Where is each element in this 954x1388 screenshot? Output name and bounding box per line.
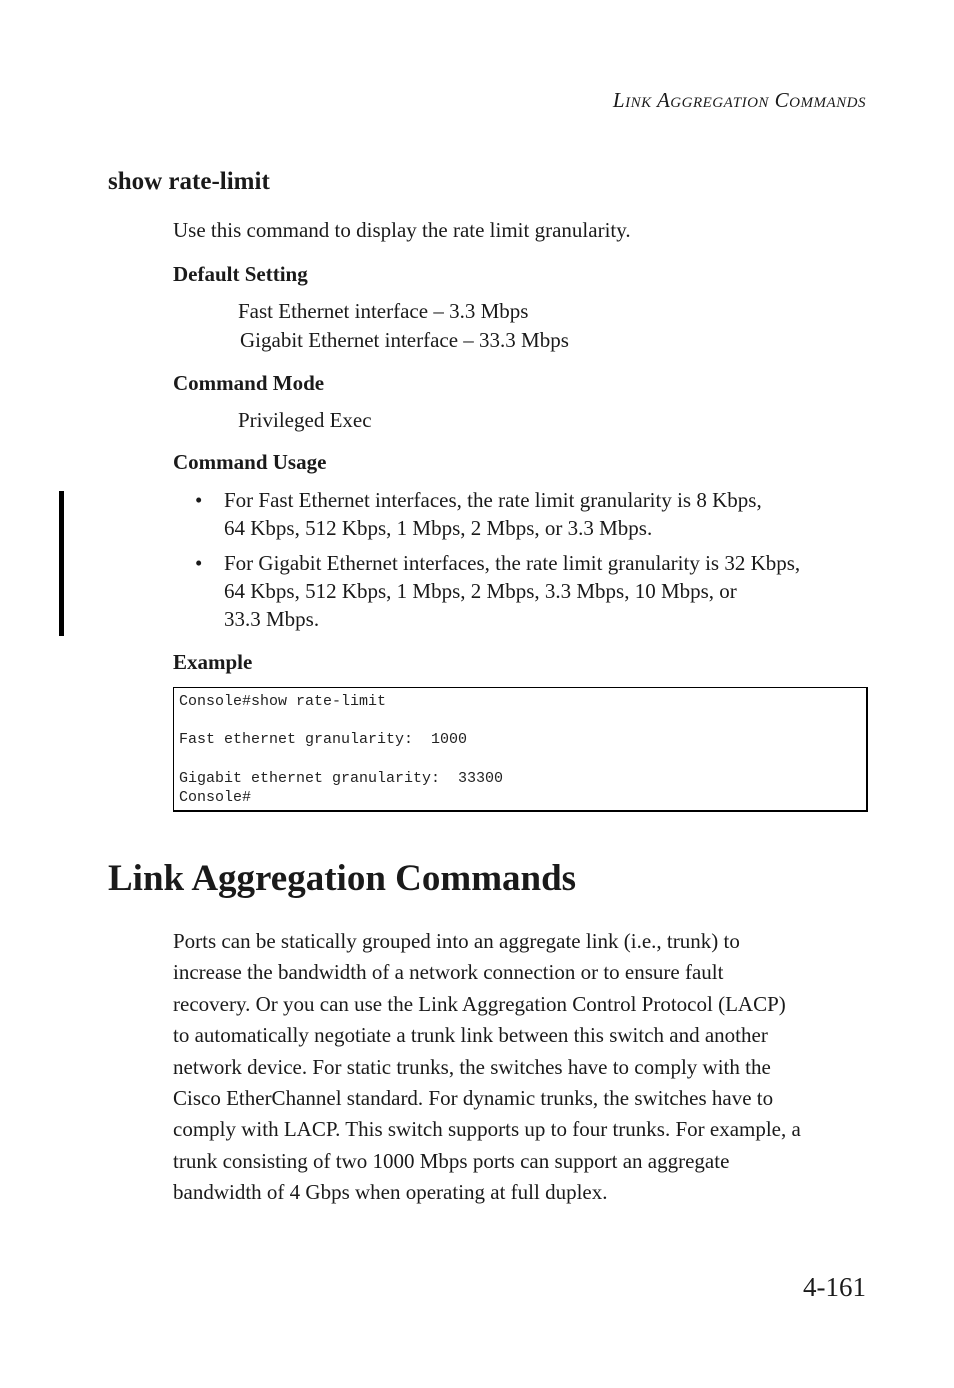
bullet-icon: • [195,488,203,512]
command-mode-value: Privileged Exec [238,408,372,432]
usage-bullet-line: For Gigabit Ethernet interfaces, the rate limit granularity is 32 Kbps, [224,551,801,575]
paragraph-line: Cisco EtherChannel standard. For dynamic trunks, the switches have to [173,1086,774,1111]
default-setting-line-1: Fast Ethernet interface – 3.3 Mbps [238,299,529,323]
example-heading: Example [173,650,253,674]
code-line: Fast ethernet granularity: 1000 [179,731,468,748]
paragraph-line: bandwidth of 4 Gbps when operating at full duplex. [173,1180,608,1205]
paragraph-line: comply with LACP. This switch supports up to four trunks. For example, a [173,1117,801,1142]
command-description: Use this command to display the rate limit granularity. [173,218,631,242]
paragraph-line: network device. For static trunks, the switches have to comply with the [173,1054,771,1079]
usage-bullet-line: 33.3 Mbps. [224,607,320,631]
code-line: Console# [179,789,252,806]
example-code-box [173,687,868,812]
running-header: Link Aggregation Commands [612,88,866,112]
change-bar [59,491,64,636]
paragraph-line: to automatically negotiate a trunk link between this switch and another [173,1023,768,1048]
command-usage-heading: Command Usage [173,450,327,474]
code-line: Console#show rate-limit [179,693,387,710]
paragraph-line: recovery. Or you can use the Link Aggregation Control Protocol (LACP) [173,991,786,1016]
bullet-icon: • [195,551,203,575]
usage-bullet-line: For Fast Ethernet interfaces, the rate limit granularity is 8 Kbps, [224,488,762,512]
section-paragraph [173,926,873,1209]
page-number: 4-161 [803,1272,866,1302]
section-title: Link Aggregation Commands [108,858,577,899]
code-line: Gigabit ethernet granularity: 33300 [179,770,504,787]
usage-bullet-2 [195,549,875,633]
command-title: show rate-limit [108,168,270,195]
usage-bullet-1 [195,486,875,542]
usage-bullet-line: 64 Kbps, 512 Kbps, 1 Mbps, 2 Mbps, 3.3 Mbps, 10 Mbps, or [224,579,737,603]
usage-bullet-line: 64 Kbps, 512 Kbps, 1 Mbps, 2 Mbps, or 3.3 Mbps. [224,516,653,540]
command-mode-heading: Command Mode [173,371,325,395]
usage-bullet-text [224,486,875,542]
paragraph-line: Ports can be statically grouped into an aggregate link (i.e., trunk) to [173,929,740,953]
paragraph-line: trunk consisting of two 1000 Mbps ports can support an aggregate [173,1148,730,1173]
default-setting-heading: Default Setting [173,262,308,286]
paragraph-line: increase the bandwidth of a network connection or to ensure fault [173,960,724,985]
default-setting-line-2: Gigabit Ethernet interface – 33.3 Mbps [240,328,569,352]
usage-bullet-text [224,549,875,633]
